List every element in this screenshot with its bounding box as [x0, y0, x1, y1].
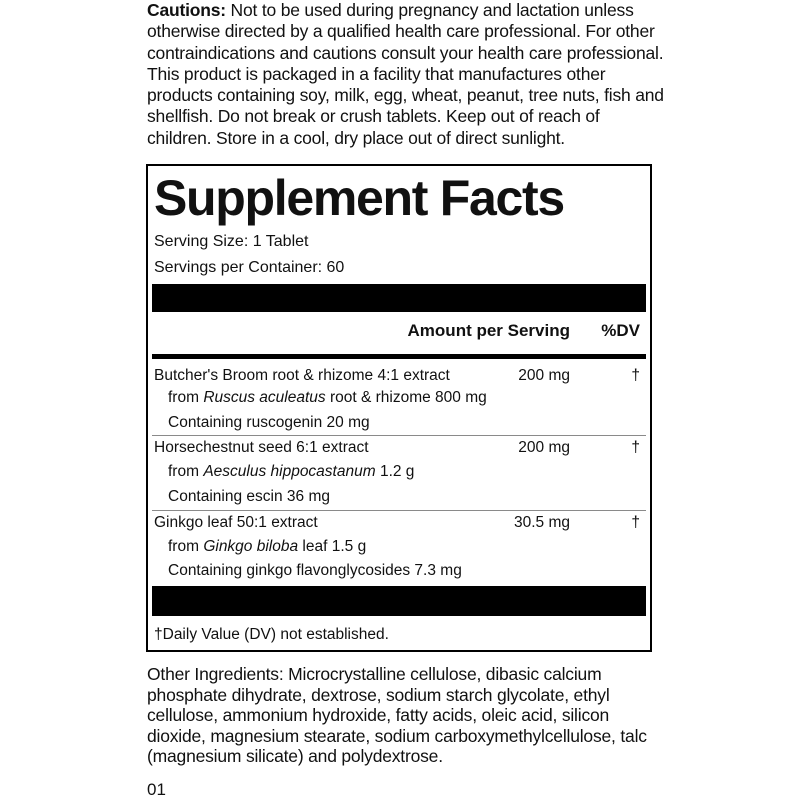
ingredient-containing: Containing ginkgo flavonglycosides 7.3 mg	[168, 562, 462, 579]
ingredient-source: from Ruscus aculeatus root & rhizome 800 mg	[168, 389, 487, 406]
ingredient-amount: 200 mg	[518, 439, 570, 456]
daily-value-footnote: †Daily Value (DV) not established.	[154, 626, 389, 643]
facts-title: Supplement Facts	[154, 170, 564, 226]
row-divider	[152, 510, 646, 511]
ingredient-name: Ginkgo leaf 50:1 extract	[154, 514, 318, 531]
serving-size: Serving Size: 1 Tablet	[154, 233, 309, 250]
cautions-paragraph	[147, 0, 667, 149]
row-divider	[152, 435, 646, 436]
servings-per-container: Servings per Container: 60	[154, 259, 345, 276]
ingredient-amount: 200 mg	[518, 367, 570, 384]
top-thick-bar	[152, 284, 646, 312]
other-ingredients: Other Ingredients: Microcrystalline cellulose, dibasic calcium phosphate dihydrate, dextrose, sodium starch glycolate, ethyl cellulose, ammonium hydroxide, fatty acids, oleic acid, silicon dioxide, magnesium stearate, sodium carboxymethylcellulose, talc (magnesium silicate) and polydextrose.	[147, 664, 647, 767]
ingredient-dv: †	[631, 367, 640, 384]
header-divider-bar	[152, 354, 646, 359]
cautions-text: Not to be used during pregnancy and lactation unless otherwise directed by a qualified health care professional. For other contraindications and cautions consult your health care professional. This product is packaged in a facility that manufactures other products containing soy, milk, egg, wheat, peanut, tree nuts, fish and shellfish. Do not break or crush tablets. Keep out of reach of children. Store in a cool, dry place out of direct sunlight.	[147, 0, 664, 148]
ingredient-containing: Containing ruscogenin 20 mg	[168, 414, 370, 431]
ingredient-source: from Ginkgo biloba leaf 1.5 g	[168, 538, 367, 555]
ingredient-dv: †	[631, 439, 640, 456]
ingredient-dv: †	[631, 514, 640, 531]
header-dv: %DV	[601, 321, 640, 340]
header-amount-per-serving: Amount per Serving	[407, 321, 570, 340]
ingredient-name: Butcher's Broom root & rhizome 4:1 extract	[154, 367, 450, 384]
ingredient-source: from Aesculus hippocastanum 1.2 g	[168, 463, 415, 480]
ingredient-name: Horsechestnut seed 6:1 extract	[154, 439, 369, 456]
product-code: 01	[147, 780, 166, 799]
ingredient-amount: 30.5 mg	[513, 514, 570, 531]
cautions-label: Cautions:	[147, 0, 226, 20]
bottom-thick-bar	[152, 586, 646, 616]
supplement-facts-panel	[146, 164, 652, 652]
ingredient-containing: Containing escin 36 mg	[168, 488, 330, 505]
